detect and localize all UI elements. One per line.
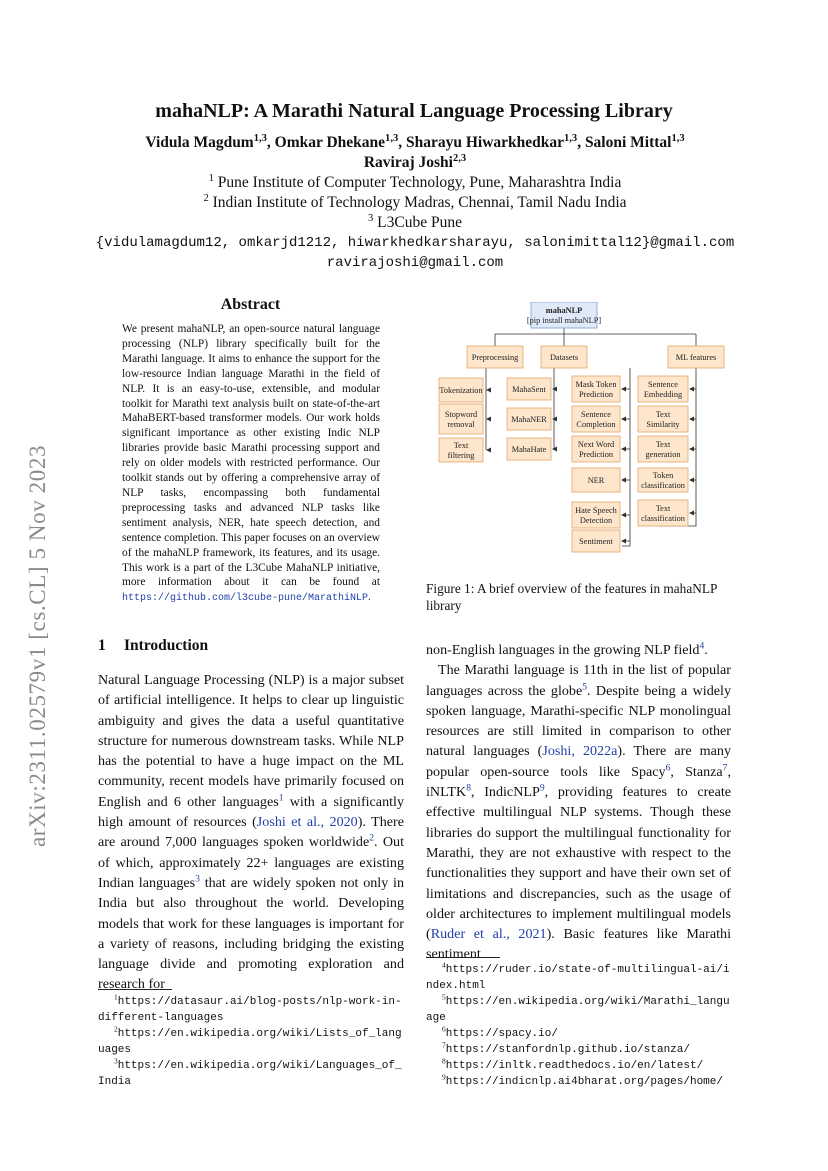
footnote-marker[interactable]: 6: [665, 762, 671, 774]
dataset-item: [507, 378, 551, 400]
arrow-head: [621, 513, 626, 518]
author-list: [60, 133, 770, 173]
ml-feature-item: [638, 436, 688, 462]
intro-column-right: [426, 640, 731, 965]
node-label: Text: [655, 440, 671, 449]
abstract-heading: Abstract: [220, 296, 281, 313]
citation-link[interactable]: Joshi, 2022a: [542, 743, 618, 760]
node-label: MahaNER: [511, 415, 547, 424]
node-label: removal: [447, 420, 475, 429]
footnote: $^6$https://spacy.io/: [442, 1024, 558, 1040]
node-label: Prediction: [578, 450, 614, 459]
root-node: [527, 302, 601, 328]
category-ml-features: [668, 346, 724, 368]
node-label: Text: [655, 410, 671, 419]
arrow-head: [552, 387, 557, 392]
section-heading: 1 Introduction: [98, 637, 209, 654]
node-label: Token: [652, 471, 674, 480]
node-label: NER: [587, 476, 605, 485]
footnotes-right: [426, 957, 731, 1090]
arrow-head: [689, 511, 694, 516]
ml-feature-item: [572, 468, 620, 492]
affiliation-2: $^2$ Indian Institute of Technology Madras, Chennai, Tamil Nadu India: [203, 192, 627, 211]
author-name: Raviraj Joshi$^{2,3}$: [363, 152, 467, 171]
intro-paragraph-1: Natural Language Processing (NLP) is a major subset of artificial intelligence. It helps to clear up linguistic ambiguity and gives the data a useful quantitative structure for numerous downstream tasks. While NLP has the potential to have a huge impact on the ML community, recent models have primarily focused on English and 6 other languages$^1$ with a significantly high amount of resources (Joshi et al., 2020). There are around 7,000 languages spoken worldwide$^2$. Out of which, approximately 22+ languages are existing Indian languages$^3$ that are widely spoken not only in India but also throughout the world. Developing models that work for these languages is important for a variety of reasons, including bridging the existing language divide and promoting exploration and research for: [98, 672, 404, 993]
author-name: Vidula Magdum$^{1,3}$: [145, 132, 267, 151]
footnote-marker[interactable]: 4: [699, 640, 705, 652]
ml-feature-item: [572, 530, 620, 552]
node-label: Completion: [576, 420, 616, 429]
figure-caption: Figure 1: A brief overview of the features in mahaNLP library: [426, 581, 717, 613]
node-label: Mask Token: [575, 380, 617, 389]
arrow-head: [621, 447, 626, 452]
footnote: $^4$https://ruder.io/state-of-multilingual-ai/index.html: [426, 960, 730, 992]
author-line-1: Vidula Magdum$^{1,3}$, Omkar Dhekane$^{1,3}$, Sharayu Hiwarkhedkar$^{1,3}$, Saloni Mittal$^{1,3}$: [145, 132, 685, 151]
emails-line-1: {vidulamagdum12, omkarjd1212, hiwarkhedkarsharayu, salonimittal12}@gmail.com: [95, 235, 735, 251]
footnote-marker[interactable]: 9: [539, 782, 545, 794]
footnote-marker[interactable]: 8: [466, 782, 471, 794]
node-label: [pip install mahaNLP]: [526, 316, 602, 325]
abstract-body: We present mahaNLP, an open-source natural language processing (NLP) library specifically built for the Marathi language. It aims to enhance the support for the low-resource Indian language Marathi in the field of NLP. It is an easy-to-use, extensible, and modular toolkit for Marathi text analysis built on state-of-the-art MahaBERT-based transformer models. Our work holds significant importance as other existing Indic NLP libraries provide basic Marathi processing support and rely on older models with restricted performance. Our toolkit stands out by offering a comprehensive array of NLP tasks, encompassing both fundamental preprocessing tasks and advanced NLP tasks like sentiment analysis, NER, hate speech detection, and sentence completion. This paper focuses on an overview of the mahaNLP framework, its features, and its usage. This work is a part of the L3Cube MahaNLP initiative, more information about it can be found at https://github.com/l3cube-pune/MarathiNLP.: [122, 323, 380, 605]
ml-feature-item: [638, 406, 688, 432]
footnote-rule: [98, 989, 172, 990]
author-name: Saloni Mittal$^{1,3}$: [584, 132, 685, 151]
category-preprocessing: [467, 346, 523, 368]
footnote-url[interactable]: https://inltk.readthedocs.io/en/latest/: [445, 1060, 704, 1072]
arrow-head: [621, 387, 626, 392]
emails-line-2: ravirajoshi@gmail.com: [326, 255, 504, 271]
intro-paragraph-1-continued: non-English languages in the growing NLP field$^4$.: [426, 640, 708, 658]
footnote: $^1$https://datasaur.ai/blog-posts/nlp-work-in-different-languages: [98, 992, 402, 1024]
ml-feature-item: [572, 502, 620, 528]
ml-feature-item: [572, 436, 620, 462]
footnote-marker[interactable]: 2: [369, 832, 375, 844]
citation-link[interactable]: Ruder et al., 2021: [430, 926, 547, 943]
node-label: Tokenization: [439, 386, 483, 395]
arrow-head: [621, 478, 626, 483]
arrow-head: [486, 417, 491, 422]
dataset-item: [507, 438, 551, 460]
author-emails: [60, 233, 770, 273]
footnote-marker[interactable]: 1: [278, 792, 284, 804]
footnote-url[interactable]: https://datasaur.ai/blog-posts/nlp-work-in-different-languages: [98, 996, 402, 1024]
footnote-url[interactable]: https://indicnlp.ai4bharat.org/pages/home/: [445, 1076, 723, 1088]
author-name: Omkar Dhekane$^{1,3}$: [274, 132, 399, 151]
node-label: ML features: [675, 353, 717, 362]
affiliation-3: $^3$ L3Cube Pune: [368, 212, 462, 231]
node-label: Text: [453, 441, 469, 450]
node-label: Preprocessing: [471, 353, 519, 362]
arxiv-side-label: arXiv:2311.02579v1 [cs.CL] 5 Nov 2023: [25, 444, 50, 847]
arrow-head: [486, 388, 491, 393]
arrow-head: [689, 417, 694, 422]
node-label: filtering: [447, 451, 475, 460]
ml-feature-item: [638, 468, 688, 492]
footnote-marker[interactable]: 5: [582, 680, 588, 692]
node-label: Next Word: [577, 440, 615, 449]
node-label: Detection: [579, 516, 613, 525]
node-label: Stopword: [444, 410, 478, 419]
paper-title: mahaNLP: A Marathi Natural Language Processing Library: [155, 100, 673, 122]
node-label: Embedding: [643, 390, 683, 399]
footnote-url[interactable]: https://en.wikipedia.org/wiki/Marathi_language: [426, 996, 730, 1024]
node-label: classification: [641, 514, 685, 523]
arrow-head: [689, 447, 694, 452]
author-name: Sharayu Hiwarkhedkar$^{1,3}$: [405, 132, 578, 151]
citation-link[interactable]: Joshi et al., 2020: [256, 814, 358, 831]
affiliation-1: $^1$ Pune Institute of Computer Technology, Pune, Maharashtra India: [208, 172, 622, 191]
footnote-url[interactable]: https://en.wikipedia.org/wiki/Lists_of_languages: [98, 1028, 402, 1056]
arrow-head: [689, 478, 694, 483]
arrow-head: [621, 417, 626, 422]
node-label: Similarity: [646, 420, 680, 429]
author-line-2: [60, 153, 770, 173]
footnote: $^5$https://en.wikipedia.org/wiki/Marathi_language: [426, 992, 730, 1024]
footnotes-left: [98, 989, 404, 1090]
preprocessing-item: [439, 378, 483, 402]
preprocessing-item: [439, 438, 483, 462]
node-label: MahaHate: [511, 445, 547, 454]
footnote: $^9$https://indicnlp.ai4bharat.org/pages/home/: [442, 1072, 723, 1088]
node-label: Sentiment: [579, 537, 613, 546]
footnote: $^2$https://en.wikipedia.org/wiki/Lists_of_languages: [98, 1024, 402, 1056]
footnote-marker[interactable]: 3: [195, 873, 200, 885]
footnote-url[interactable]: https://en.wikipedia.org/wiki/Languages_of_India: [98, 1060, 402, 1088]
preprocessing-item: [439, 404, 483, 434]
category-datasets: [541, 346, 587, 368]
features-diagram: [434, 302, 734, 564]
intro-paragraph-2: The Marathi language is 11th in the list of popular languages across the globe$^5$. Despite being a widely spoken language, Marathi-specific NLP monolingual resources are still limited in comparison to other natural languages (Joshi, 2022a). There are many popular open-source tools like Spacy$^6$, Stanza$^7$, iNLTK$^8$, IndicNLP$^9$, providing features to create effective multilingual NLP systems. Though these libraries do support the multilingual functionality for Marathi, they are not exhaustive with respect to the functionalities they support and have their own set of limitations and discrepancies, such as the usage of older architectures to implement multilingual models (Ruder et al., 2021). Basic features like Marathi sentiment: [426, 662, 731, 963]
footnote: $^3$https://en.wikipedia.org/wiki/Languages_of_India: [98, 1056, 402, 1088]
node-label: Datasets: [549, 353, 579, 362]
node-label: generation: [645, 450, 681, 459]
footnote-marker[interactable]: 7: [722, 762, 728, 774]
node-label: Prediction: [578, 390, 614, 399]
ml-feature-item: [638, 376, 688, 402]
node-label: Hate Speech: [575, 506, 617, 515]
ml-feature-item: [572, 406, 620, 432]
abstract-text: We present mahaNLP, an open-source natural language processing (NLP) library specifically built for the Marathi language. It aims to enhance the support for the low-resource Indian language Marathi in the field of NLP. It is an easy-to-use, extensible, and modular toolkit for Marathi text analysis built on state-of-the-art MahaBERT-based transformer models. Our work holds significant importance as other existing Indic NLP libraries provide basic Marathi processing support and rely on older models with restricted performance. Our toolkit stands out by offering a comprehensive array of NLP tasks, encompassing both fundamental preprocessing tasks and advanced NLP tasks like sentiment analysis, NER, hate speech detection, and sentence completion. This paper focuses on an overview of the mahaNLP framework, its features, and its usage. This work is a part of the L3Cube MahaNLP initiative, more information about it can be found at: [122, 323, 380, 589]
abstract-link[interactable]: https://github.com/l3cube-pune/MarathiNLP: [122, 593, 369, 605]
footnote: $^8$https://inltk.readthedocs.io/en/latest/: [442, 1056, 704, 1072]
node-label: classification: [641, 481, 685, 490]
footnote-url[interactable]: https://stanfordnlp.github.io/stanza/: [445, 1044, 690, 1056]
node-label: mahaNLP: [545, 306, 583, 315]
node-label: MahaSent: [512, 385, 546, 394]
connector-line: [622, 368, 630, 546]
footnote: $^7$https://stanfordnlp.github.io/stanza/: [442, 1040, 690, 1056]
node-label: Text: [655, 504, 671, 513]
footnote-rule: [426, 957, 500, 958]
node-label: Sentence: [581, 410, 611, 419]
footnote-url[interactable]: https://spacy.io/: [445, 1028, 558, 1040]
node-label: Sentence: [648, 380, 678, 389]
arrow-head: [486, 448, 491, 453]
arrow-head: [552, 447, 557, 452]
ml-feature-item: [572, 376, 620, 402]
dataset-item: [507, 408, 551, 430]
arrow-head: [621, 539, 626, 544]
arrow-head: [689, 387, 694, 392]
ml-feature-item: [638, 500, 688, 526]
arrow-head: [552, 417, 557, 422]
footnote-url[interactable]: https://ruder.io/state-of-multilingual-ai/index.html: [426, 964, 730, 992]
